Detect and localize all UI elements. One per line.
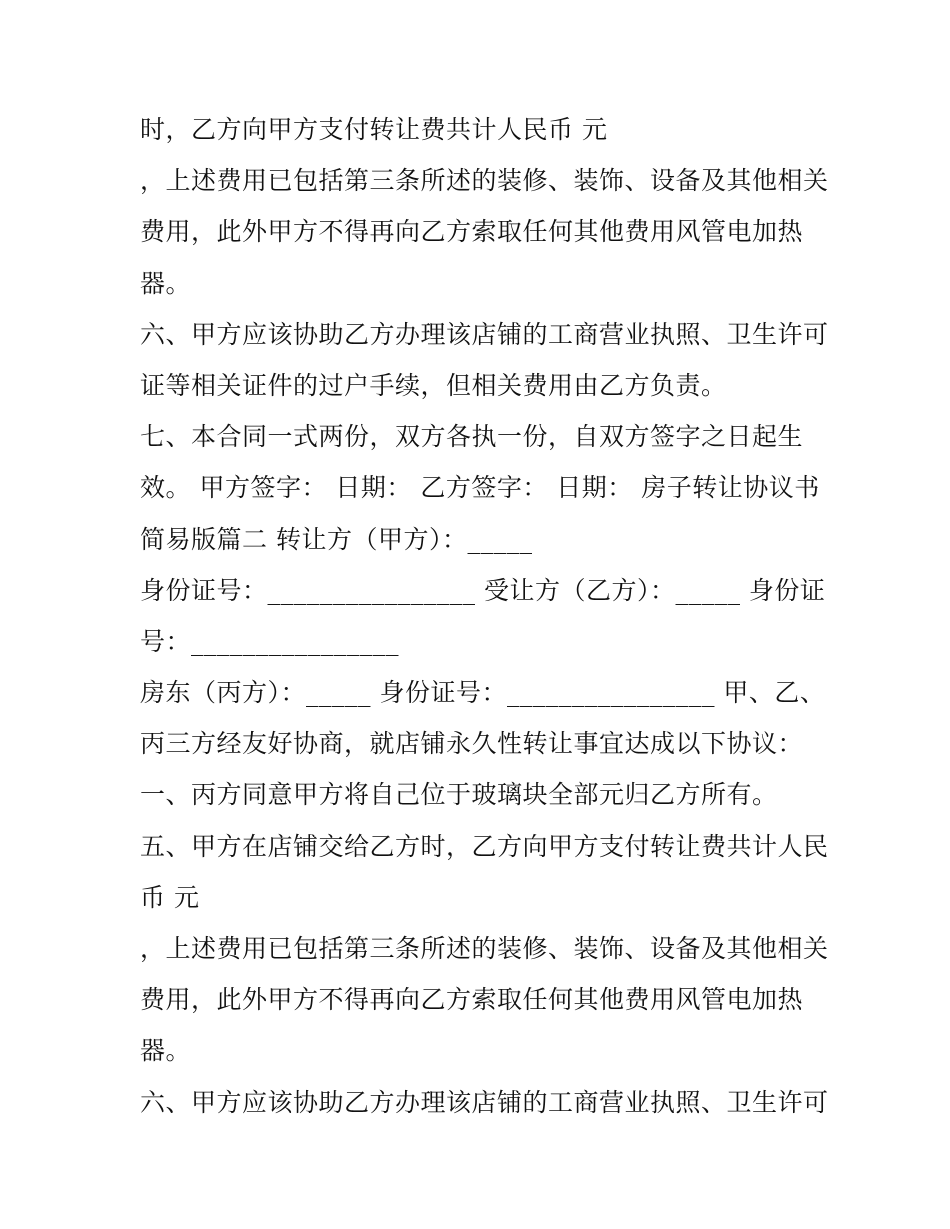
text-line: 丙三方经友好协商，就店铺永久性转让事宜达成以下协议： — [140, 729, 804, 759]
text-line: 六、甲方应该协助乙方办理该店铺的工商营业执照、卫生许可 — [140, 319, 829, 349]
text-line: 六、甲方应该协助乙方办理该店铺的工商营业执照、卫生许可 — [140, 1087, 829, 1117]
text-line: 币 元 — [140, 882, 200, 912]
text-line: 一、丙方同意甲方将自己位于玻璃块全部元归乙方所有。 — [140, 780, 778, 810]
text-line: 费用，此外甲方不得再向乙方索取任何其他费用风管电加热 — [140, 217, 804, 247]
text-line: 证等相关证件的过户手续，但相关费用由乙方负责。 — [140, 370, 727, 400]
text-line: 时，乙方向甲方支付转让费共计人民币 元 — [140, 115, 608, 144]
text-line: 房东（丙方）：_____ 身份证号：________________ 甲、乙、 — [140, 678, 826, 708]
text-line: 号：________________ — [140, 626, 400, 656]
document-body — [140, 104, 829, 1128]
text-line: 器。 — [140, 268, 192, 298]
text-line: 器。 — [140, 1036, 192, 1066]
text-line: 身份证号：________________ 受让方（乙方）：_____ 身份证 — [140, 575, 826, 605]
text-line: ，上述费用已包括第三条所述的装修、装饰、设备及其他相关 — [140, 934, 829, 963]
text-line: 简易版篇二 转让方（甲方）：_____ — [140, 524, 533, 554]
text-line: ，上述费用已包括第三条所述的装修、装饰、设备及其他相关 — [140, 166, 829, 196]
text-line: 七、本合同一式两份，双方各执一份，自双方签字之日起生 — [140, 422, 804, 452]
text-line: 五、甲方在店铺交给乙方时，乙方向甲方支付转让费共计人民 — [140, 831, 829, 861]
text-line: 效。 甲方签字： 日期： 乙方签字： 日期： 房子转让协议书 — [140, 473, 820, 503]
text-line: 费用，此外甲方不得再向乙方索取任何其他费用风管电加热 — [140, 985, 804, 1015]
